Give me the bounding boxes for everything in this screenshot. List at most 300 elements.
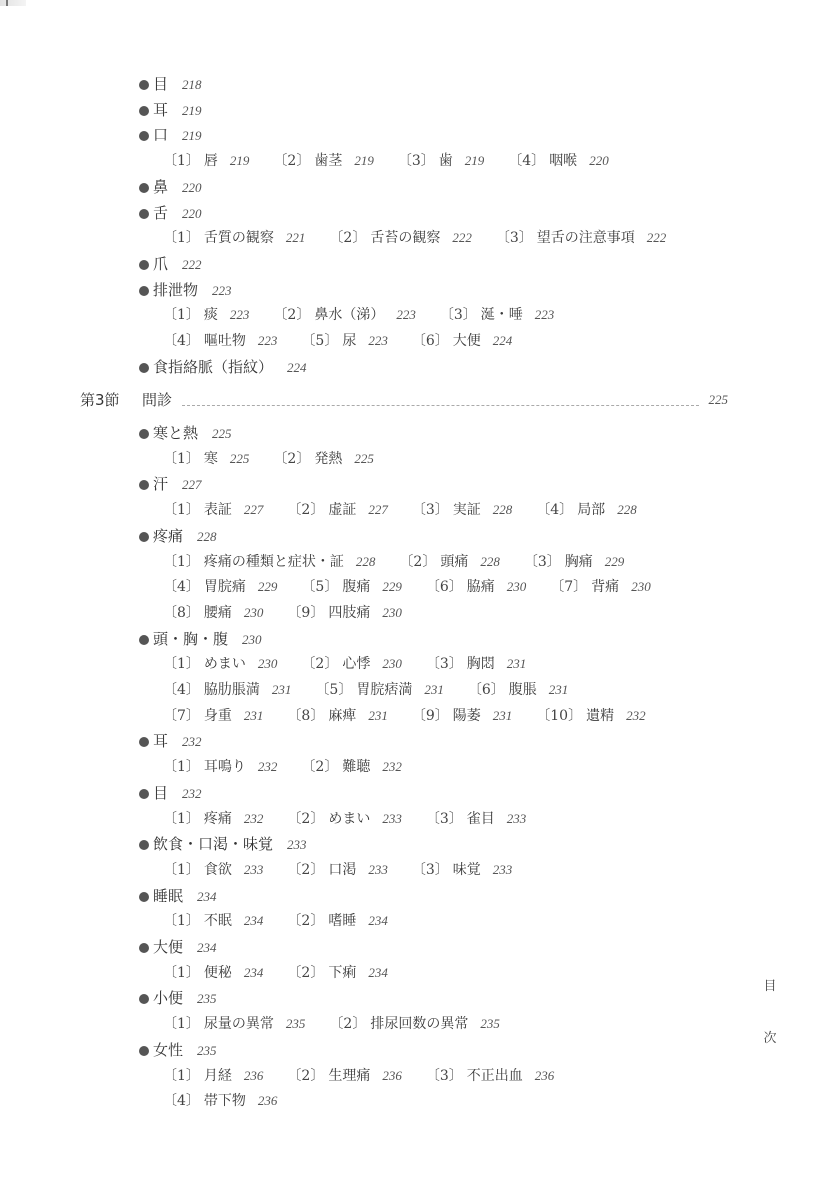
toc-subentry[interactable]: [163, 1065, 263, 1087]
subentry-page-number: 234: [243, 913, 264, 929]
subentry-page-number: 223: [368, 333, 388, 348]
subentry-page-number: 222: [646, 230, 667, 246]
subentry-label: 頭痛: [440, 553, 469, 570]
entry-label: 頭・胸・腹: [153, 629, 229, 648]
subentry-number: 〔2〕: [287, 913, 325, 930]
entry-page-number: 219: [182, 128, 202, 144]
subentry-page-number: 231: [506, 656, 527, 672]
subentry-page-number: 236: [382, 1067, 402, 1083]
subentry-page-number: 234: [243, 964, 264, 980]
subentry-page-number: 230: [257, 656, 278, 672]
subentry-page-number: 231: [243, 707, 264, 723]
toc-subentry[interactable]: [287, 808, 401, 830]
subentry-number: 〔4〕: [163, 1093, 200, 1110]
subentry-label: 尿量の異常: [203, 1016, 274, 1033]
entry-page-number: 232: [182, 734, 202, 750]
subentry-label: 陽萎: [452, 707, 481, 724]
entry-page-number: 234: [197, 940, 217, 955]
subentry-label: 大便: [452, 333, 481, 349]
toc-subentry[interactable]: [329, 227, 471, 249]
toc-subentry[interactable]: [426, 1065, 554, 1087]
bullet-icon: [139, 635, 149, 645]
toc-entry[interactable]: [139, 885, 217, 907]
subentry-page-number: 234: [368, 964, 388, 980]
subentry-number: 〔2〕: [287, 810, 325, 827]
toc-subentry[interactable]: [412, 859, 512, 881]
subentry-label: 口渇: [328, 861, 357, 878]
subentry-number: 〔2〕: [273, 307, 311, 324]
subentry-page-number: 230: [382, 604, 402, 620]
toc-subentry[interactable]: [163, 705, 263, 727]
bullet-icon: [139, 789, 149, 799]
toc-subentry[interactable]: [163, 653, 277, 675]
subentry-page-number: 235: [480, 1016, 500, 1032]
subentry-line: [163, 150, 633, 172]
entry-page-number: 220: [182, 205, 202, 221]
subentry-number: 〔2〕: [399, 553, 437, 570]
entry-page-number: 220: [182, 179, 202, 195]
subentry-label: 発熱: [314, 450, 343, 467]
subentry-label: 食欲: [203, 861, 232, 878]
toc-subentry[interactable]: [163, 499, 263, 521]
subentry-label: 歯茎: [314, 153, 343, 170]
entry-label: 汗: [153, 475, 169, 494]
entry-page-number: 230: [242, 631, 262, 647]
toc-subentry[interactable]: [496, 227, 666, 249]
toc-subentry[interactable]: [163, 227, 305, 249]
subentry-number: 〔3〕: [411, 861, 449, 878]
toc-subentry[interactable]: [468, 679, 568, 701]
subentry-page-number: 231: [368, 707, 388, 723]
subentry-number: 〔6〕: [467, 682, 505, 698]
subentry-label: 局部: [577, 502, 606, 519]
subentry-page-number: 232: [243, 810, 264, 826]
toc-subentry[interactable]: [287, 499, 387, 521]
subentry-number: 〔3〕: [411, 502, 449, 519]
subentry-label: 脇痛: [466, 579, 495, 596]
toc-subentry[interactable]: [287, 962, 387, 984]
bullet-icon: [139, 363, 149, 373]
toc-entry[interactable]: [139, 782, 202, 804]
entry-page-number: 227: [182, 477, 202, 493]
subentry-page-number: 235: [285, 1016, 306, 1032]
toc-subentry[interactable]: [287, 859, 387, 881]
toc-subentry[interactable]: [163, 602, 263, 624]
toc-subentry[interactable]: [163, 808, 263, 830]
subentry-number: 〔1〕: [163, 553, 200, 570]
dot-leader: [182, 405, 698, 406]
subentry-page-number: 219: [464, 153, 485, 169]
toc-entry[interactable]: [139, 473, 202, 495]
toc-subentry[interactable]: [398, 150, 484, 172]
toc-subentry[interactable]: [301, 330, 387, 352]
toc-subentry[interactable]: [301, 756, 401, 778]
subentry-line: [163, 1013, 524, 1035]
toc-entry[interactable]: [139, 525, 217, 547]
subentry-page-number: 229: [257, 579, 278, 595]
subentry-page-number: 232: [626, 707, 646, 723]
subentry-number: 〔1〕: [163, 1016, 200, 1033]
entry-page-number: 225: [212, 426, 232, 441]
entry-label: 大便: [153, 938, 184, 956]
toc-subentry[interactable]: [163, 859, 263, 881]
entry-page-number: 222: [182, 256, 202, 272]
toc-subentry[interactable]: [399, 551, 499, 573]
toc-entry[interactable]: [139, 279, 232, 301]
entry-page-number: 233: [287, 837, 307, 853]
toc-subentry[interactable]: [536, 705, 645, 727]
subentry-page-number: 231: [548, 682, 569, 697]
toc-subentry[interactable]: [329, 1013, 499, 1035]
subentry-label: 嗜睡: [328, 913, 357, 930]
toc-subentry[interactable]: [163, 910, 263, 932]
subentry-label: 麻痺: [328, 707, 357, 724]
subentry-line: [163, 227, 690, 249]
bullet-icon: [139, 994, 149, 1004]
bullet-icon: [139, 286, 149, 296]
subentry-number: 〔6〕: [425, 579, 463, 596]
entry-label: 舌: [153, 203, 169, 222]
section-heading[interactable]: [80, 388, 728, 412]
subentry-label: 胃脘痞満: [356, 682, 413, 698]
bullet-icon: [139, 209, 149, 219]
toc-subentry[interactable]: [273, 150, 373, 172]
toc-subentry[interactable]: [426, 808, 526, 830]
entry-label: 女性: [153, 1040, 184, 1059]
bullet-icon: [139, 480, 149, 490]
subentry-number: 〔7〕: [163, 707, 200, 724]
subentry-number: 〔7〕: [550, 579, 588, 596]
entry-page-number: 235: [197, 1042, 217, 1058]
subentry-label: 望舌の注意事項: [536, 230, 635, 247]
bullet-icon: [139, 106, 149, 116]
entry-label: 食指絡脈（指紋）: [153, 357, 274, 376]
subentry-number: 〔5〕: [301, 333, 339, 349]
subentry-line: [163, 910, 412, 932]
entry-label: 爪: [153, 254, 169, 273]
toc-subentry[interactable]: [163, 551, 375, 573]
toc-subentry[interactable]: [273, 304, 415, 326]
toc-entry[interactable]: [139, 987, 217, 1009]
subentry-number: 〔3〕: [425, 810, 463, 827]
subentry-page-number: 222: [452, 230, 472, 246]
toc-subentry[interactable]: [287, 705, 387, 727]
toc-entry[interactable]: [139, 833, 307, 855]
subentry-page-number: 229: [604, 553, 625, 569]
subentry-number: 〔4〕: [536, 502, 574, 519]
toc-subentry[interactable]: [163, 576, 277, 598]
subentry-label: 身重: [203, 707, 232, 724]
subentry-page-number: 223: [396, 307, 416, 323]
subentry-number: 〔3〕: [495, 230, 533, 247]
toc-subentry[interactable]: [163, 150, 249, 172]
bullet-icon: [139, 943, 149, 953]
toc-subentry[interactable]: [287, 910, 387, 932]
subentry-label: 虚証: [328, 502, 357, 519]
subentry-label: 寒: [203, 450, 218, 467]
subentry-number: 〔2〕: [287, 861, 325, 878]
subentry-page-number: 229: [382, 579, 402, 595]
subentry-page-number: 219: [229, 153, 250, 169]
toc-subentry[interactable]: [550, 576, 650, 598]
subentry-label: 胸痛: [564, 553, 593, 570]
toc-entry[interactable]: [139, 730, 202, 752]
subentry-line: [163, 756, 426, 778]
entry-page-number: 223: [212, 282, 232, 298]
subentry-label: 腰痛: [203, 604, 232, 621]
subentry-number: 〔9〕: [411, 707, 449, 724]
subentry-label: 痰: [203, 307, 218, 324]
subentry-line: [163, 653, 550, 675]
subentry-page-number: 225: [354, 450, 374, 466]
toc-subentry[interactable]: [163, 304, 249, 326]
subentry-label: めまい: [203, 656, 246, 673]
toc-entry[interactable]: [139, 202, 202, 224]
toc-subentry[interactable]: [412, 705, 512, 727]
subentry-number: 〔1〕: [163, 810, 200, 827]
subentry-line: [163, 448, 398, 470]
subentry-label: 嘔吐物: [203, 333, 246, 349]
subentry-page-number: 224: [492, 333, 513, 348]
toc-subentry[interactable]: [273, 448, 373, 470]
entry-label: 耳: [153, 100, 169, 119]
subentry-label: 咽喉: [549, 153, 578, 170]
entry-page-number: 219: [182, 102, 202, 118]
toc-subentry[interactable]: [536, 499, 636, 521]
entry-label: 目: [153, 783, 169, 802]
bullet-icon: [139, 892, 149, 902]
subentry-label: 不眠: [203, 913, 232, 930]
subentry-number: 〔5〕: [315, 682, 353, 698]
entry-label: 小便: [153, 989, 184, 1008]
toc-entry[interactable]: [139, 628, 262, 650]
toc-subentry[interactable]: [163, 1013, 305, 1035]
subentry-number: 〔2〕: [273, 450, 311, 467]
toc-entry[interactable]: [139, 356, 307, 378]
toc-entry[interactable]: [139, 936, 217, 958]
toc-entry[interactable]: [139, 253, 202, 275]
subentry-label: 尿: [342, 333, 357, 349]
subentry-number: 〔2〕: [287, 502, 325, 519]
subentry-label: 鼻水（涕）: [314, 307, 385, 324]
bullet-icon: [139, 80, 149, 90]
subentry-page-number: 233: [506, 810, 527, 826]
subentry-label: 歯: [438, 153, 453, 170]
subentry-number: 〔8〕: [287, 707, 325, 724]
section-title: 問診: [142, 391, 173, 409]
subentry-label: 四肢痛: [328, 604, 371, 621]
subentry-label: 月経: [203, 1067, 232, 1084]
toc-entry[interactable]: [139, 99, 202, 121]
subentry-number: 〔4〕: [163, 682, 200, 698]
subentry-number: 〔4〕: [163, 333, 200, 349]
subentry-number: 〔3〕: [523, 553, 561, 570]
subentry-label: 胸悶: [466, 656, 495, 673]
toc-subentry[interactable]: [412, 499, 512, 521]
subentry-label: 生理痛: [328, 1067, 371, 1084]
subentry-label: 舌質の観察: [203, 230, 274, 247]
bullet-icon: [139, 183, 149, 193]
subentry-page-number: 227: [243, 502, 264, 518]
toc-entry[interactable]: [139, 1039, 217, 1061]
subentry-number: 〔1〕: [163, 759, 200, 776]
subentry-number: 〔9〕: [287, 604, 325, 621]
subentry-number: 〔3〕: [425, 1067, 463, 1084]
subentry-line: [163, 679, 592, 701]
subentry-number: 〔1〕: [163, 450, 200, 467]
toc-subentry[interactable]: [301, 653, 401, 675]
subentry-number: 〔1〕: [163, 153, 200, 170]
subentry-label: 耳鳴り: [203, 759, 246, 776]
subentry-page-number: 232: [382, 759, 402, 775]
toc-entry[interactable]: [139, 176, 202, 198]
toc-entry[interactable]: [139, 73, 202, 95]
subentry-page-number: 228: [480, 553, 500, 569]
entry-label: 排泄物: [153, 280, 199, 299]
subentry-label: 雀目: [466, 810, 495, 827]
page-corner-mark: [0, 0, 26, 6]
toc-subentry[interactable]: [163, 448, 249, 470]
subentry-line: [163, 304, 578, 326]
toc-entry[interactable]: [139, 422, 232, 444]
bullet-icon: [139, 532, 149, 542]
subentry-number: 〔3〕: [425, 656, 463, 673]
side-tab-char: 目: [763, 979, 777, 994]
subentry-number: 〔2〕: [329, 230, 367, 247]
subentry-line: [163, 859, 536, 881]
bullet-icon: [139, 260, 149, 270]
entry-label: 疼痛: [153, 526, 184, 545]
subentry-page-number: 230: [506, 579, 527, 595]
subentry-number: 〔2〕: [301, 656, 339, 673]
subentry-label: 舌苔の観察: [370, 230, 441, 247]
subentry-page-number: 236: [243, 1067, 264, 1083]
subentry-number: 〔2〕: [273, 153, 311, 170]
subentry-number: 〔1〕: [163, 964, 200, 981]
subentry-page-number: 230: [631, 579, 651, 595]
entry-page-number: 235: [197, 991, 217, 1007]
toc-subentry[interactable]: [163, 679, 291, 701]
entry-page-number: 224: [287, 359, 307, 375]
subentry-number: 〔1〕: [163, 307, 200, 324]
toc-subentry[interactable]: [163, 756, 277, 778]
subentry-label: 不正出血: [466, 1067, 523, 1084]
toc-entry[interactable]: [139, 124, 202, 146]
subentry-page-number: 236: [534, 1067, 555, 1083]
toc-subentry[interactable]: [163, 1090, 277, 1112]
toc-subentry[interactable]: [287, 1065, 401, 1087]
subentry-line: [163, 808, 550, 830]
entry-label: 飲食・口渇・味覚: [153, 835, 274, 854]
subentry-page-number: 233: [243, 861, 264, 877]
toc-subentry[interactable]: [287, 602, 401, 624]
bullet-icon: [139, 1046, 149, 1056]
entry-label: 口: [153, 126, 169, 145]
subentry-page-number: 228: [492, 502, 513, 518]
subentry-page-number: 225: [229, 450, 250, 466]
bullet-icon: [139, 429, 149, 439]
subentry-label: 胃脘痛: [203, 579, 246, 596]
subentry-number: 〔2〕: [287, 1067, 325, 1084]
subentry-page-number: 230: [382, 656, 402, 672]
subentry-label: 難聴: [342, 759, 371, 776]
subentry-line: [163, 499, 661, 521]
subentry-page-number: 223: [257, 333, 278, 348]
subentry-label: 涎・唾: [480, 307, 523, 324]
subentry-label: 疼痛の種類と症状・証: [203, 553, 344, 570]
toc-subentry[interactable]: [524, 551, 624, 573]
subentry-page-number: 231: [492, 707, 513, 723]
toc-subentry[interactable]: [315, 679, 443, 701]
subentry-label: 腹脹: [508, 682, 537, 698]
subentry-line: [163, 330, 536, 352]
subentry-label: 実証: [452, 502, 481, 519]
entry-label: 耳: [153, 732, 169, 751]
subentry-number: 〔3〕: [439, 307, 477, 324]
subentry-page-number: 219: [354, 153, 374, 169]
subentry-label: 排尿回数の異常: [370, 1016, 469, 1033]
subentry-page-number: 223: [534, 307, 555, 323]
subentry-label: 下痢: [328, 964, 357, 981]
toc-subentry[interactable]: [440, 304, 554, 326]
subentry-number: 〔1〕: [163, 861, 200, 878]
subentry-page-number: 223: [229, 307, 250, 323]
subentry-page-number: 228: [355, 553, 376, 569]
bullet-icon: [139, 840, 149, 850]
subentry-page-number: 231: [424, 682, 444, 697]
subentry-page-number: 221: [285, 230, 306, 246]
subentry-label: 脇肋脹満: [203, 682, 260, 698]
subentry-number: 〔1〕: [163, 913, 200, 930]
entry-label: 寒と熱: [153, 424, 199, 442]
subentry-page-number: 230: [243, 604, 264, 620]
side-tab-char: 次: [763, 1031, 777, 1046]
subentry-label: 唇: [203, 153, 218, 170]
subentry-line: [163, 576, 675, 598]
toc-subentry[interactable]: [163, 330, 277, 352]
bullet-icon: [139, 737, 149, 747]
toc-subentry[interactable]: [301, 576, 401, 598]
subentry-line: [163, 551, 648, 573]
toc-subentry[interactable]: [508, 150, 608, 172]
subentry-line: [163, 1090, 301, 1112]
subentry-label: めまい: [328, 810, 371, 827]
toc-subentry[interactable]: [426, 576, 526, 598]
entry-label: 鼻: [153, 177, 169, 196]
subentry-label: 味覚: [452, 861, 481, 878]
subentry-number: 〔5〕: [301, 579, 339, 596]
toc-subentry[interactable]: [412, 330, 512, 352]
subentry-label: 心悸: [342, 656, 371, 673]
subentry-number: 〔8〕: [163, 604, 200, 621]
subentry-number: 〔4〕: [508, 153, 546, 170]
subentry-page-number: 231: [271, 682, 292, 697]
subentry-label: 腹痛: [342, 579, 371, 596]
entry-page-number: 218: [182, 77, 202, 92]
subentry-page-number: 232: [257, 759, 278, 775]
subentry-page-number: 233: [492, 861, 513, 877]
subentry-label: 帯下物: [203, 1093, 246, 1110]
toc-subentry[interactable]: [163, 962, 263, 984]
subentry-number: 〔4〕: [163, 579, 200, 596]
subentry-page-number: 220: [589, 153, 609, 169]
toc-subentry[interactable]: [426, 653, 526, 675]
subentry-label: 表証: [203, 502, 232, 519]
subentry-page-number: 236: [257, 1093, 278, 1109]
subentry-line: [163, 602, 426, 624]
subentry-label: 疼痛: [203, 810, 232, 827]
subentry-number: 〔1〕: [163, 1067, 200, 1084]
